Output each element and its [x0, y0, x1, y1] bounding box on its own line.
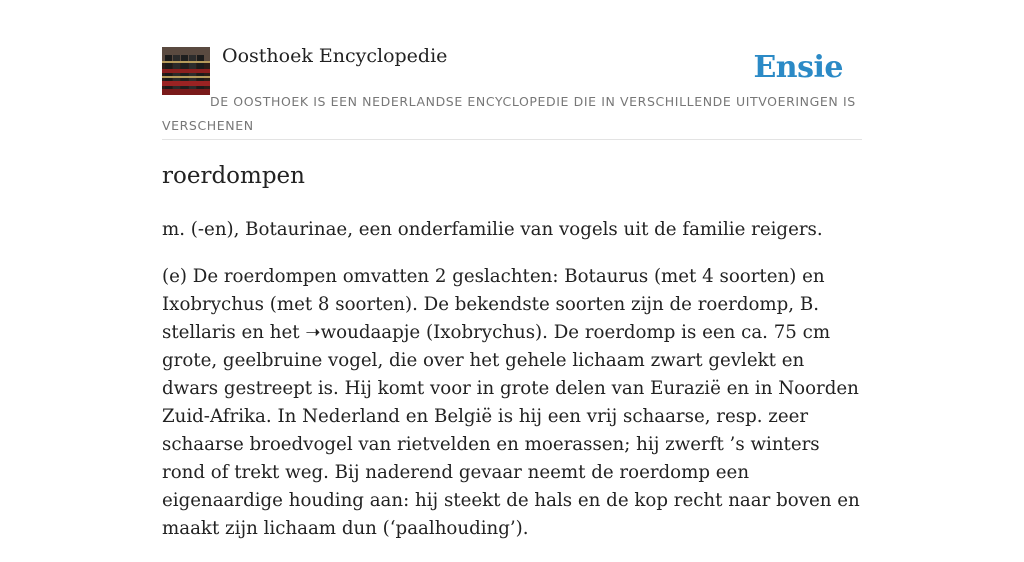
book-spines-icon[interactable]	[162, 47, 210, 95]
source-name-link[interactable]: Oosthoek Encyclopedie	[222, 45, 448, 67]
article-paragraph-1: m. (-en), Botaurinae, een onderfamilie van vogels uit de familie reigers.	[162, 219, 823, 240]
source-tagline: DE OOSTHOEK IS EEN NEDERLANDSE ENCYCLOPEDIE DIE IN VERSCHILLENDE UITVOERINGEN IS VERSCHENEN	[162, 94, 856, 133]
page-container	[162, 0, 862, 539]
article-title: roerdompen	[162, 163, 305, 189]
source-header	[162, 0, 862, 140]
article-body	[162, 216, 862, 562]
paragraph-text-before-link: (e) De roerdompen omvatten 2 geslachten: Botaurus (met 4 soorten) en Ixobrychus (met 8 soorten). De bekendste soorten zijn de roerdomp, B. stellaris en het	[162, 266, 825, 343]
woudaapje-link[interactable]	[305, 322, 420, 343]
ensie-logo-link[interactable]: Ensie	[753, 50, 843, 85]
arrow-right-icon: ➝	[305, 322, 321, 343]
woudaapje-link-label: woudaapje	[320, 322, 421, 343]
paragraph-text-after-link: (Ixobrychus). De roerdomp is een ca. 75 cm grote, geelbruine vogel, die over het gehele lichaam zwart gevlekt en dwars gestreept is. Hij komt voor in grote delen van Eurazië en in Noorden Zuid-Afrika. In Nederland en België is hij een vrij schaarse, resp. zeer schaarse broedvogel van rietvelden en moerassen; hij zwerft ’s winters rond of trekt weg. Bij naderend gevaar neemt de roerdomp een eigenaardige houding aan: hij steekt de hals en de kop recht naar boven en maakt zijn lichaam dun (‘paalhouding’).	[162, 322, 860, 539]
article-paragraph-2	[162, 263, 862, 543]
